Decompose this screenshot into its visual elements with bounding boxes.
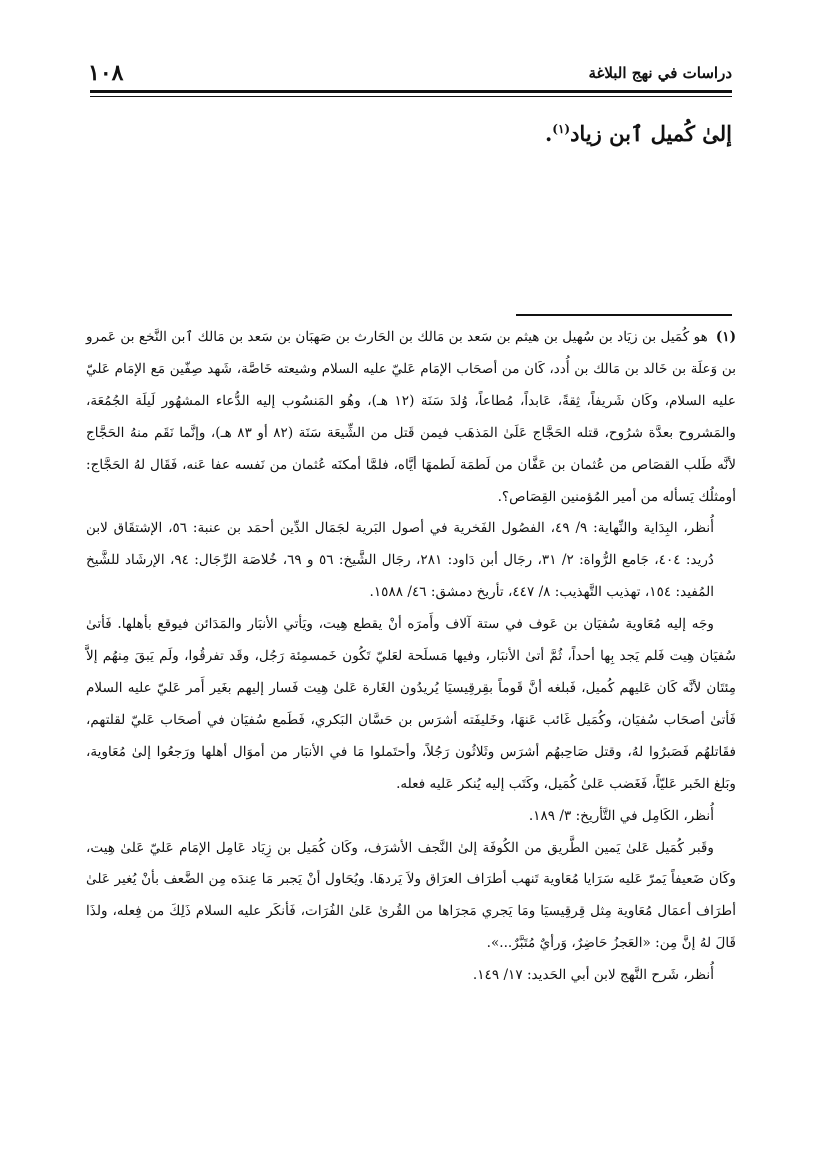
main-text-line: إلىٰ كُميل ٱبن زياد (570, 121, 732, 146)
page-number: ١٠٨ (88, 60, 124, 86)
footnotes (86, 322, 736, 1142)
footnote-sources-3: أُنظر، شَرح النَّهج لابن أبي الحَديد: ١٧/ ١٤٩. (472, 967, 714, 984)
footnote-separator (516, 314, 732, 316)
footnote-sources-1: أُنظر، البِدَاية والنِّهاية: ٩/ ٤٩، الفصُول الفَخرية في أصول البَرية لجَمَال الدِّين أحمَد بن عنبة: ٥٦، الإشتقَاق لابن دُريد: ٤٠٤، جَامع الرُّواة: ٢/ ٣١، رجَال أبن دَاود: ٢٨١، رجَال الشَّيخ: ٥٦ و ٦٩، خُلاصَة الرِّجَال: ٩٤، الإرشَاد للشَّيخ المُفيد: ١٥٤، تهذيب التَّهذيب: ٨/ ٤٤٧، تأريخ دمشق: ٤٦/ ١٥٨٨. (86, 520, 714, 601)
header-rule-thin (90, 96, 732, 97)
footnote-reference: (١) (552, 122, 571, 136)
footnote-biography-text: هو كُمَيل بن زيَاد بن سُهيل بن هيثم بن سَعد بن مَالك بن الحَارث بن صَهبَان بن سَعد بن مَالك ٱبن النَّخع بن عَمرو بن وَعلَة بن خَالد بن مَالك بن أُدد، كَان من أصحَاب الإمَام عَليّ عليه السلام وشيعته خَاصَّة، شَهد صِفّين مَع الإمَام عَليّ عليه السلام، وكَان شَريفاً، ثِقةً، عَابداً، مُطاعاً، وُلدَ سَنَة (١٢ هـ)، وهُو المَنسُوب إليه الدُّعاء المشهُور لَيلَة الجُمُعَة، والمَشروح بعدَّة شرُوح، قتله الحَجَّاج عَلَىٰ المَذهَب فيمن قَتل من الشِّيعَة سَنَة (٨٢ أو ٨٣ هـ)، وإنَّما نَقَم منهُ الحَجَّاج لأنَّه طَلب القصَاص من عُثمان بن عَفَّان من لَطمَة لَطمهَا أيَّاه، فلمَّا أمكنَه عُثمان من نَفسه عفا عَنه، فَقَال لهُ الحَجَّاج: أومثلُك يَسأله من أمير المُؤمنين القِصَاص؟. (86, 329, 737, 505)
footnote-account-2: وقَبر كُمَيل عَلىٰ يَمين الطَّريق من الكُوفَة إلىٰ النَّجف الأشرَف، وكَان كُمَيل بن زِيَاد عَامِل الإمَام عَليّ عَلىٰ هِيت، وكَان ضَعيفاً يَمرّ عَليه سَرَايا مُعَاوية تَنهب أطرَاف العرَاق ولاَ يَردهَا. ويُحَاول أنْ يَجبر مَا عِندَه مِن الضَّعف بأنْ يُغير عَلىٰ أطرَاف أعمَال مُعَاوية مِثل قِرقِيسيَا ومَا يَجري مَجرَاها من القُرىٰ عَلىٰ الفُرَات، فَأنكَر عليه السلام ذَلِكَ من فِعله، ولذَا قَالَ لهُ إنَّ مِن: «العَجزُ حَاضِرٌ، وَرأيٌ مُتَبَّرٌ...». (86, 839, 736, 952)
running-header (88, 58, 732, 88)
footnote-biography (86, 322, 736, 513)
running-title: دراسات في نهج البلاغة (588, 64, 732, 82)
footnote-account-1: وجَه إليه مُعَاوية سُفيَان بن عَوف في ستة آلاف وأَمرَه أنْ يقطع هِيت، ويَأتي الأنبَار والمَدَائن فيوقع بأهلها. فَأتىٰ سُفيَان هِيت فَلم يَجد بِها أحداً، ثُمَّ أتىٰ الأنبَار، وفيها مَسلَحة لعَليّ تَكُون خَمسمِئة رَجُل، وقَد تفرقُوا، ولَم يَبقَ مِنهُم إلاَّ مِئتَان لأنَّه كَان عَليهم كُميل، فَبلغه أنَّ قَوماً بقِرقِيسيَا يُريدُون الغَارة عَلىٰ هِيت فَسار إليهم بغَير أَمر عَليّ عليه السلام فَأتىٰ أصحَاب سُفيَان، وكُمَيل غَائب عَنهَا، وخَليفَته أشرَس بن حَسَّان البَكري، فَطَمع سُفيَان في أصحَاب عَليّ لقلتهم، فقَاتلهُم فَصَبرُوا لهُ، وقتل صَاحِبهُم أشرَس وثَلاثُون رَجُلاً، وأحتَملوا مَا في الأنبَار من أموَال أهلها ورَجعُوا إلىٰ مُعَاوية، وبَلغ الخَبر عَليّاً، فَغَضب عَلىٰ كُمَيل، وكَتَب إليه يُنكر عَليه فعله. (86, 616, 736, 792)
main-text-end-mark: . (544, 121, 553, 146)
main-text (90, 110, 732, 153)
footnote-number: (١) (715, 329, 736, 345)
footnote-sources-2: أُنظر، الكَامِل في التَّأريخ: ٣/ ١٨٩. (528, 807, 714, 824)
header-rule-thick (90, 90, 732, 93)
